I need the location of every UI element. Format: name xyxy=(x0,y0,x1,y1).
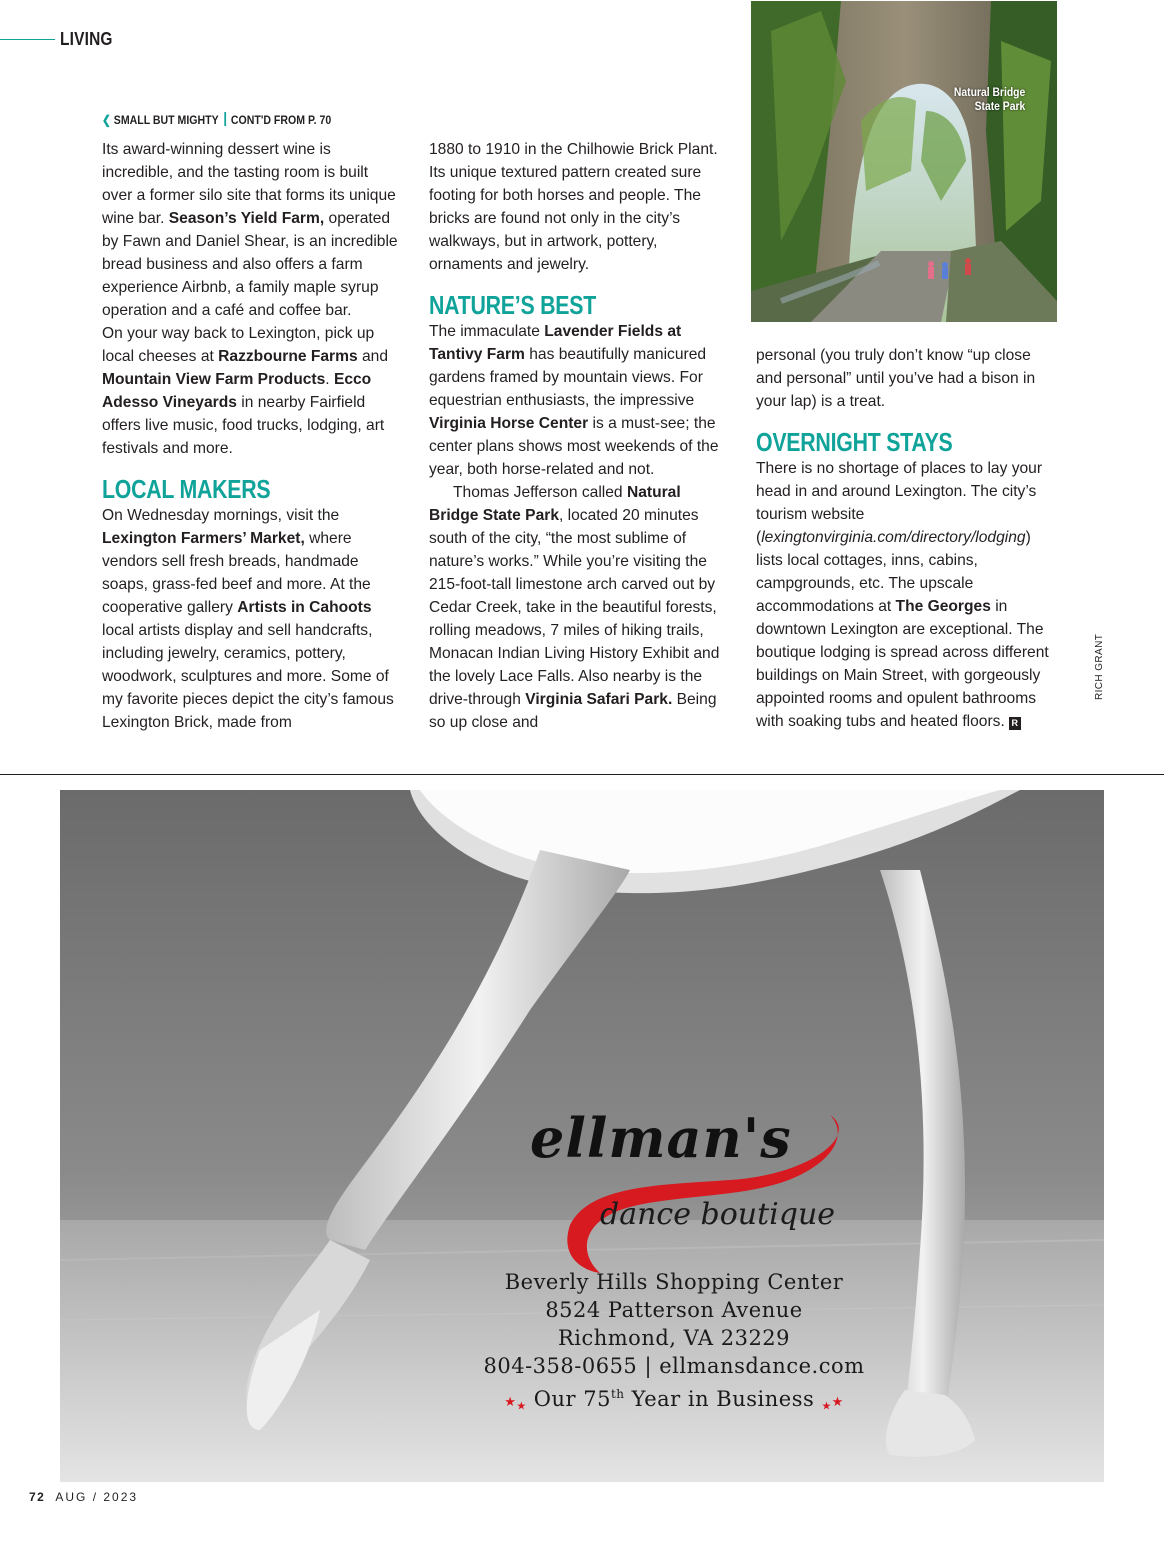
website-link[interactable]: ellmansdance.com xyxy=(659,1354,865,1378)
section-label: LIVING xyxy=(60,29,113,49)
address-line: 8524 Patterson Avenue xyxy=(545,1298,803,1322)
brand-name: ellman's xyxy=(530,1106,792,1170)
continued-story: SMALL BUT MIGHTY xyxy=(113,113,219,127)
star-icon: $★_★$ xyxy=(504,1395,527,1413)
natural-bridge-photo xyxy=(751,1,1057,322)
paragraph: There is no shortage of places to lay your head in and around Lexington. The city’s tourism website (lexingtonvirginia.com/directory/lodging) lists local cottages, inns, cabins, campgrounds, etc. The upscale accommodations at The Georges in downtown Lexington are exceptional. The boutique lodging is spread across different buildings on Main Street, with gorgeously appointed rooms and opulent bathrooms with soaking tubs and heated floors. R xyxy=(756,460,1049,730)
swirl-flourish xyxy=(560,1105,850,1275)
dance-boutique-advertisement xyxy=(60,790,1104,1482)
photo-caption: Natural Bridge State Park xyxy=(953,87,1025,113)
photo-credit: RICH GRANT xyxy=(1094,633,1105,700)
continued-from: CONT'D FROM P. 70 xyxy=(230,113,332,127)
heading-natures-best: NATURE’S BEST xyxy=(429,290,596,320)
article-column-3 xyxy=(756,344,1061,733)
chevron-left-icon: ❮ xyxy=(102,113,111,127)
paragraph: The immaculate Lavender Fields at Tantivy Farm has beautifully manicured gardens framed by mountain views. For equestrian enthusiasts, the impressive Virginia Horse Center is a must-see; the center plans shows most weekends of the year, both horse-related and not. xyxy=(429,323,719,478)
article-column-1 xyxy=(102,138,402,734)
paragraph: Thomas Jefferson called Natural Bridge State Park, located 20 minutes south of the city, “the most sublime of nature’s works.” While you’re visiting the 215-foot-tall limestone arch carved out by Cedar Creek, take in the beautiful forests, rolling meadows, 7 miles of hiking trails, Monacan Indian Living History Exhibit and the lovely Lace Falls. Also nearby is the drive-through Virginia Safari Park. Being so up close and xyxy=(429,484,720,731)
separator: | xyxy=(644,1354,653,1378)
paragraph: 1880 to 1910 in the Chilhowie Brick Plant. Its unique textured pattern created sure footing for both horses and people. The bricks are found not only in the city’s walkways, but in artwork, pottery, ornaments and jewelry. xyxy=(429,141,718,273)
address-line: Beverly Hills Shopping Center xyxy=(504,1270,844,1294)
issue-date: AUG / 2023 xyxy=(55,1490,139,1504)
continued-line xyxy=(102,112,331,127)
brand-tagline: dance boutique xyxy=(600,1197,836,1232)
page-folio xyxy=(29,1490,138,1504)
page-number: 72 xyxy=(29,1490,46,1504)
contact-line xyxy=(444,1352,904,1380)
phone-number: 804-358-0655 xyxy=(483,1354,638,1378)
paragraph: personal (you truly don’t know “up close and personal” until you’ve had a bison in your lap) is a treat. xyxy=(756,347,1036,410)
ad-contact-block xyxy=(444,1268,904,1421)
page-divider xyxy=(0,774,1164,775)
address-line: Richmond, VA 23229 xyxy=(557,1326,791,1350)
anniversary-line: $★_★$ Our 75th Year in Business $_★$★ xyxy=(504,1387,844,1413)
paragraph: Its award-winning dessert wine is incredible, and the tasting room is built over a former silo site that forms its unique wine bar. Season’s Yield Farm, operated by Fawn and Daniel Shear, is an incredible bread business and also offers a farm experience Airbnb, a family maple syrup operation and a café and coffee bar. xyxy=(102,141,398,319)
end-mark-icon: R xyxy=(1009,717,1021,730)
divider xyxy=(224,112,226,126)
paragraph: On Wednesday mornings, visit the Lexington Farmers’ Market, where vendors sell fresh breads, handmade soaps, grass-fed beef and more. At the cooperative gallery Artists in Cahoots local artists display and sell handcrafts, including jewelry, ceramics, pottery, woodwork, sculptures and more. Some of my favorite pieces depict the city’s famous Lexington Brick, made from xyxy=(102,507,394,731)
paragraph: On your way back to Lexington, pick up local cheeses at Razzbourne Farms and Mountain View Farm Products. Ecco Adesso Vineyards in nearby Fairfield offers live music, food trucks, lodging, art festivals and more. xyxy=(102,325,389,457)
article-column-2 xyxy=(429,138,731,734)
header-rule xyxy=(0,39,55,40)
heading-local-makers: LOCAL MAKERS xyxy=(102,474,271,504)
heading-overnight-stays: OVERNIGHT STAYS xyxy=(756,427,953,457)
star-icon: $_★$★ xyxy=(821,1395,844,1413)
